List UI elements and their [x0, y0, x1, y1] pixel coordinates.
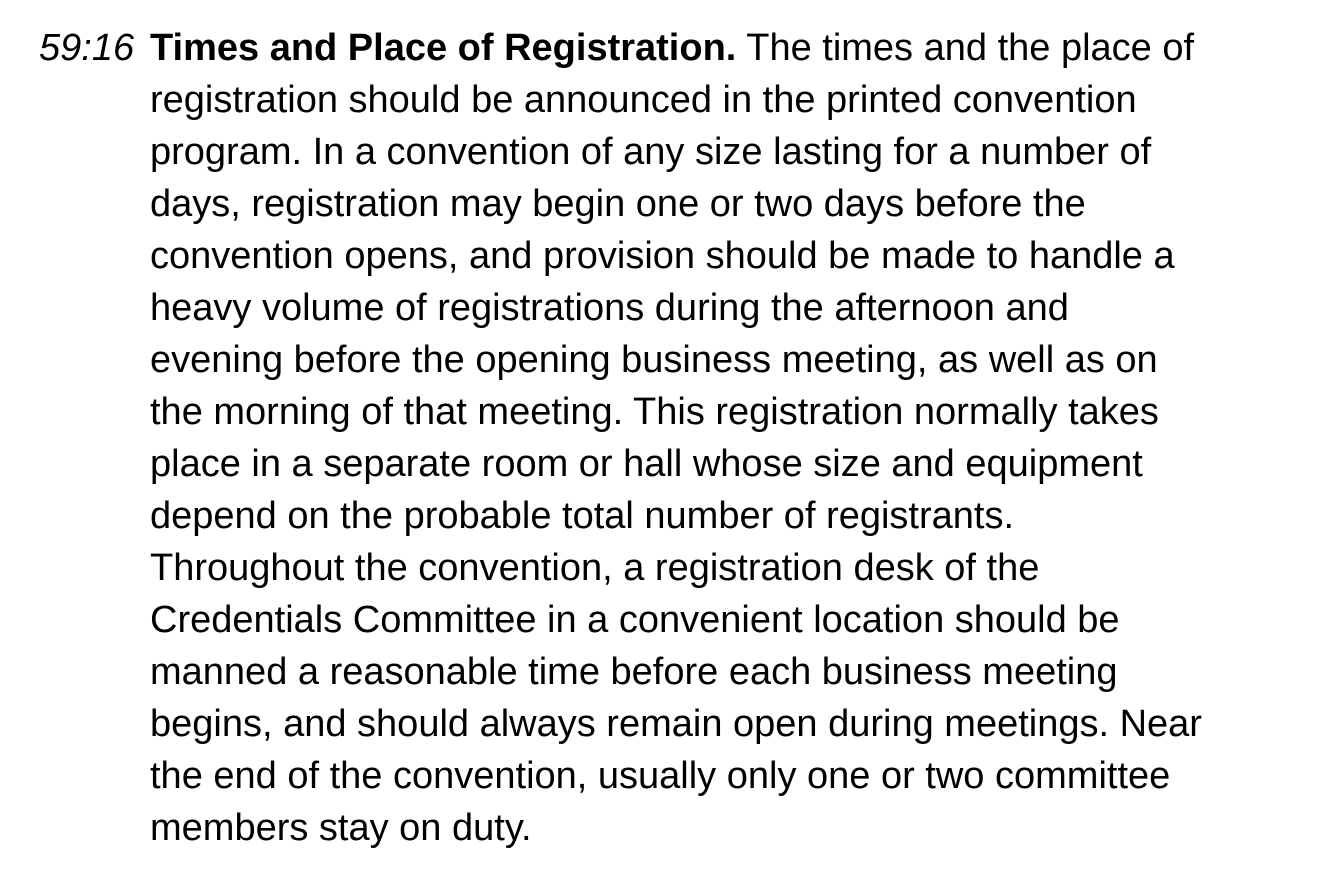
section-first-line: [150, 22, 1275, 74]
section-text-line: Throughout the convention, a registration desk of the: [150, 547, 1040, 589]
section-text-line: the morning of that meeting. This registration normally takes: [150, 391, 1159, 433]
section-text-line: begins, and should always remain open during meetings. Near: [150, 703, 1202, 745]
section-text-line: evening before the opening business meeting, as well as on: [150, 339, 1158, 381]
section-text-line: manned a reasonable time before each business meeting: [150, 651, 1118, 693]
section-text-line: convention opens, and provision should be made to handle a: [150, 235, 1175, 277]
section-number: 59:16: [39, 27, 135, 69]
section-text-line: days, registration may begin one or two days before the: [150, 183, 1086, 225]
section-text-line: place in a separate room or hall whose size and equipment: [150, 443, 1143, 485]
section-text-line: registration should be announced in the printed convention: [150, 79, 1137, 121]
section-heading: Times and Place of Registration.: [150, 27, 737, 69]
section-body: [150, 22, 1275, 854]
section-first-line-text: The times and the place of: [736, 27, 1195, 69]
section-text-line: program. In a convention of any size lasting for a number of: [150, 131, 1152, 173]
section-text-line: members stay on duty.: [150, 807, 532, 849]
section-text-line: heavy volume of registrations during the afternoon and: [150, 287, 1069, 329]
section-text-line: the end of the convention, usually only one or two committee: [150, 755, 1171, 797]
section-text-line: depend on the probable total number of registrants.: [150, 495, 1015, 537]
section-text-line: Credentials Committee in a convenient location should be: [150, 599, 1120, 641]
